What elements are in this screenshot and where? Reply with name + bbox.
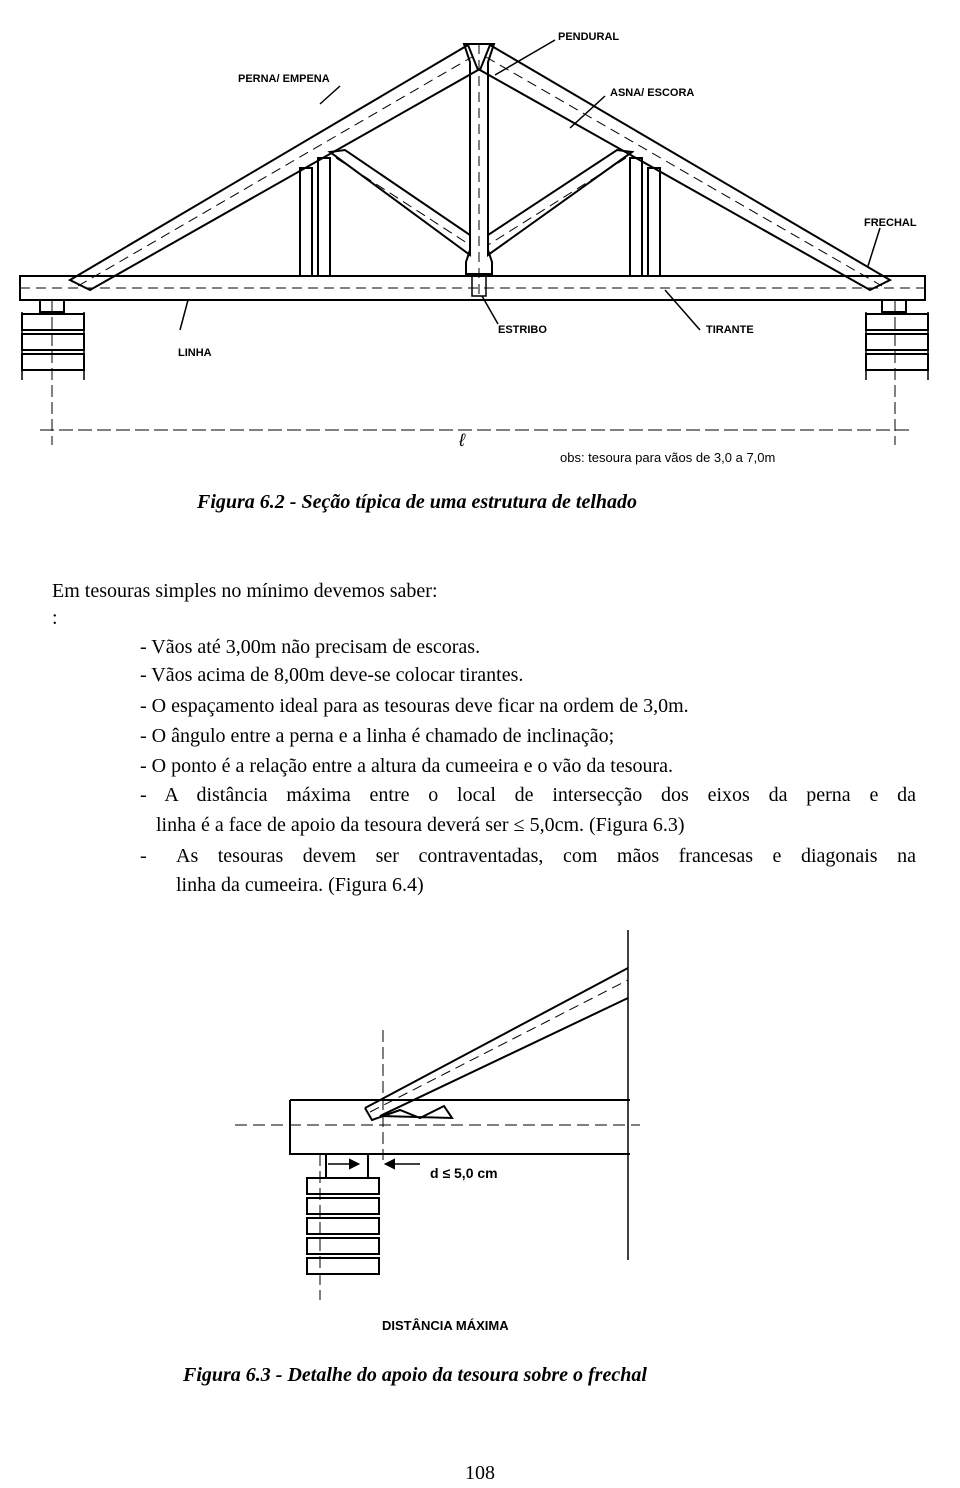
label-linha: LINHA bbox=[178, 347, 212, 359]
label-estribo: ESTRIBO bbox=[498, 324, 547, 336]
intro-text: Em tesouras simples no mínimo devemos saber: bbox=[52, 580, 438, 602]
intro-colon: : bbox=[52, 607, 58, 629]
page-number: 108 bbox=[465, 1462, 495, 1484]
figure-6-2-caption: Figura 6.2 - Seção típica de uma estrutura de telhado bbox=[197, 491, 638, 513]
label-distance: d ≤ 5,0 cm bbox=[430, 1165, 498, 1181]
list-item: As tesouras devem ser contraventadas, com mãos francesas e diagonais na bbox=[176, 845, 916, 867]
list-item-continuation: linha é a face de apoio da tesoura deverá ser ≤ 5,0cm. (Figura 6.3) bbox=[156, 814, 685, 836]
truss-drawing bbox=[0, 0, 960, 470]
support-detail-drawing bbox=[0, 920, 960, 1340]
label-asna-escora: ASNA/ ESCORA bbox=[610, 87, 695, 99]
label-tirante: TIRANTE bbox=[706, 324, 754, 336]
figure-6-3-caption: Figura 6.3 - Detalhe do apoio da tesoura sobre o frechal bbox=[183, 1364, 647, 1386]
list-item: - O espaçamento ideal para as tesouras deve ficar na ordem de 3,0m. bbox=[140, 695, 689, 717]
list-item: - O ponto é a relação entre a altura da cumeeira e o vão da tesoura. bbox=[140, 755, 674, 777]
label-obs: obs: tesoura para vãos de 3,0 a 7,0m bbox=[560, 450, 776, 465]
list-item: - O ângulo entre a perna e a linha é chamado de inclinação; bbox=[140, 725, 615, 747]
right-rafter bbox=[480, 45, 890, 290]
label-pendural: PENDURAL bbox=[558, 31, 620, 43]
label-perna-empena: PERNA/ EMPENA bbox=[238, 73, 330, 85]
list-item-continuation: linha da cumeeira. (Figura 6.4) bbox=[176, 874, 424, 896]
rafter bbox=[365, 968, 628, 1120]
list-item-dash: - bbox=[140, 845, 147, 867]
label-max-distance: DISTÂNCIA MÁXIMA bbox=[382, 1318, 509, 1333]
top-plate bbox=[290, 1100, 630, 1154]
list-item: - Vãos acima de 8,00m deve-se colocar tirantes. bbox=[140, 664, 524, 686]
list-item: - Vãos até 3,00m não precisam de escoras. bbox=[140, 636, 481, 658]
label-frechal: FRECHAL bbox=[864, 217, 917, 229]
list-item: - A distância máxima entre o local de intersecção dos eixos da perna e da bbox=[140, 784, 916, 806]
label-span: ℓ bbox=[459, 430, 465, 450]
